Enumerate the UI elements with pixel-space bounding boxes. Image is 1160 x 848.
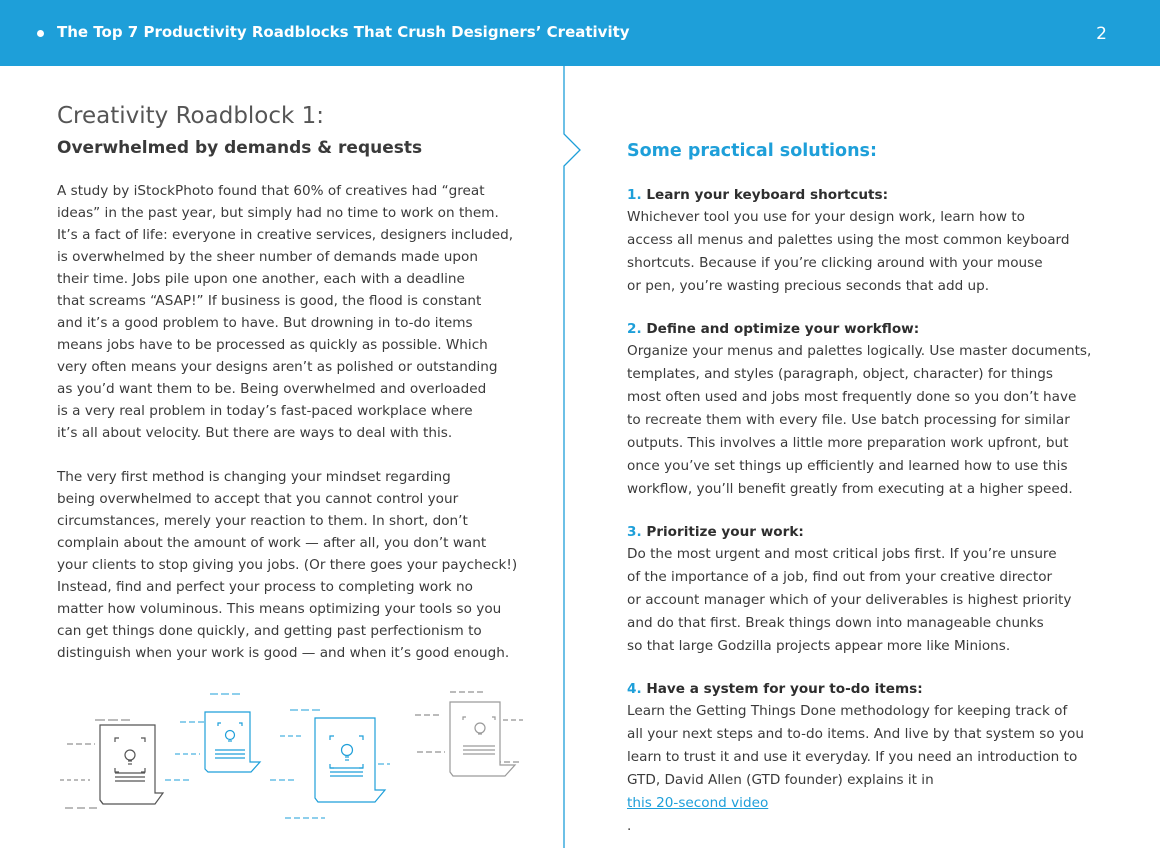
document-title: The Top 7 Productivity Roadblocks That Crush Designers’ Creativity [57,23,630,41]
lightbulb-document-icon [450,702,515,776]
right-column [627,139,1127,838]
bullet-icon [37,30,44,37]
roadblock-subtitle: Overwhelmed by demands & requests [57,138,423,158]
body-paragraph-2: The very first method is changing your mindset regarding being overwhelmed to accept that you cannot control your circumstances, merely your reaction to them. In short, don’t complain about the amount of work — after all, you don’t want your clients to stop giving you jobs. (Or there goes your paycheck!) Instead, find and perfect your process to completing work no matter how voluminous. This means optimizing your tools so you can get things done quickly, and getting past perfectionism to distinguish when your work is good — and when it’s good enough. [57,469,518,661]
solution-item: 3. Prioritize your work: Do the most urgent and most critical jobs first. If you’re unsure of the importance of a job, find out from your creative director or account manager which of your deliverables is highest priority and do that first. Break things down into manageable chunks so that large Godzilla projects appear more like Minions. [627,524,1072,654]
solution-item: 4. Have a system for your to-do items: Learn the Getting Things Done methodology for keeping track of all your next steps and to-do items. And live by that system so you learn to trust it and use it everyday. If you need an introduction to GTD, David Allen (GTD founder) explains it in this 20-second video . [627,681,1084,834]
header-bar [0,0,1160,66]
page-number: 2 [1096,24,1107,44]
left-column [57,100,537,664]
solution-item: 1. Learn your keyboard shortcuts: Whichever tool you use for your design work, learn how to access all menus and palettes using the most common keyboard shortcuts. Because if you’re clicking around with your mouse or pen, you’re wasting precious seconds that add up. [627,187,1070,294]
body-paragraph-1: A study by iStockPhoto found that 60% of creatives had “great ideas” in the past year, but simply had no time to work on them. It’s a fact of life: everyone in creative services, designers included, is overwhelmed by the sheer number of demands made upon their time. Jobs pile upon one another, each with a deadline that screams “ASAP!” If business is good, the flood is constant and it’s a good problem to have. But drowning in to-do items means jobs have to be processed as quickly as possible. Which very often means your designs aren’t as polished or outstanding as you’d want them to be. Being overwhelmed and overloaded is a very real problem in today’s fast-paced workplace where it’s all about velocity. But there are ways to deal with this. [57,183,514,441]
lightbulb-document-icon [100,725,163,804]
lightbulb-document-icon [205,712,260,772]
lightbulb-document-icon [315,718,385,802]
solutions-title: Some practical solutions: [627,141,877,161]
gtd-video-link[interactable]: this 20-second video [627,795,769,811]
document-lightbulb-illustration [55,680,525,830]
roadblock-kicker: Creativity Roadblock 1: [57,103,325,129]
solution-item: 2. Define and optimize your workflow: Organize your menus and palettes logically. Use master documents, templates, and styles (paragraph, object, character) for things most often used and jobs most frequently done so you don’t have to recreate them with every file. Use batch processing for similar outputs. This involves a little more preparation work upfront, but once you’ve set things up efficiently and learned how to use this workflow, you’ll benefit greatly from executing at a higher speed. [627,321,1092,497]
